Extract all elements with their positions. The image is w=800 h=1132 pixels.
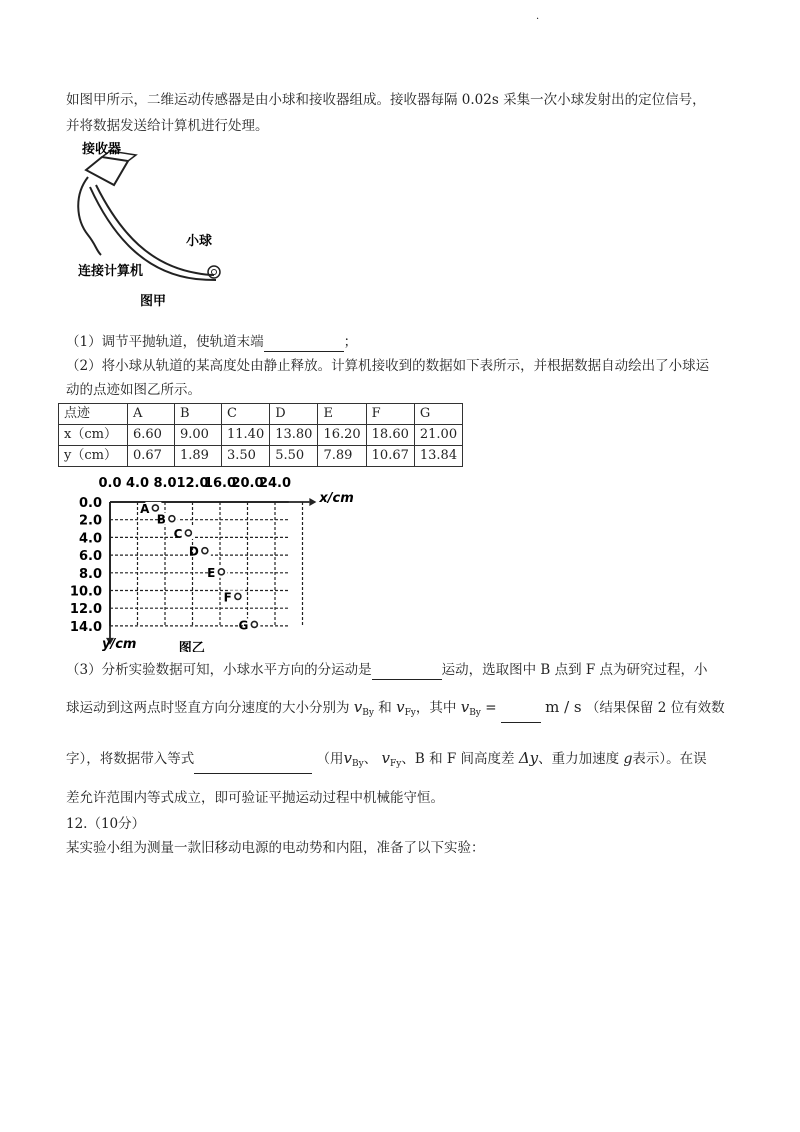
q12-text: 某实验小组为测量一款旧移动电源的电动势和内阻，准备了以下实验： [66, 840, 485, 856]
q3-and: 和 [378, 700, 392, 716]
x-tick-label: 24.0 [258, 476, 292, 491]
table-header-row [59, 404, 463, 425]
table-header-cell: A [128, 404, 175, 425]
trajectory-point [251, 621, 257, 627]
q1-suffix: ； [343, 334, 358, 350]
q1-prefix: （1）调节平抛轨道，使轨道末端 [66, 334, 264, 350]
figure-a [66, 135, 246, 315]
table-header-cell: B [175, 404, 222, 425]
table-cell: 11.40 [222, 425, 270, 446]
g-symbol: g [623, 751, 633, 767]
x-tick-label: 16.0 [203, 476, 237, 491]
y-tick-label: 8.0 [78, 566, 102, 582]
x-tick-label: 8.0 [153, 476, 177, 491]
q3-text-1b: 运动，选取图中 B 点到 F 点为研究过程，小 [441, 662, 708, 678]
track-outer [96, 185, 214, 275]
data-table [58, 403, 463, 467]
q3-text-3c: 、B 和 F 间高度差 [401, 751, 515, 767]
table-header-cell: D [270, 404, 318, 425]
q3-text-3d: 、重力加速度 [538, 751, 620, 767]
x-axis-arrow [309, 498, 316, 506]
q3-text-2a: 球运动到这两点时竖直方向分速度的大小分别为 [66, 700, 350, 716]
trajectory-point [218, 569, 224, 575]
y-tick-label: 2.0 [78, 513, 102, 529]
q3-line-3 [66, 748, 707, 774]
q1-blank[interactable] [264, 337, 344, 352]
point-label: F [223, 590, 232, 605]
q2-line-2: 动的点迹如图乙所示。 [66, 382, 201, 398]
q3-line-2 [66, 697, 725, 723]
v-by-symbol-2: $v_{By}$ [460, 698, 481, 718]
trajectory-point [185, 530, 191, 536]
q3-text-3a: 字），将数据带入等式 [66, 751, 195, 767]
trajectory-point [235, 593, 241, 599]
x-tick-label: 12.0 [176, 476, 209, 491]
table-row-label: x（cm） [59, 425, 128, 446]
trajectory-plot [66, 472, 366, 652]
figure-a-drawing [66, 135, 246, 315]
receiver-label: 接收器 [82, 142, 122, 157]
table-row-label: y（cm） [59, 446, 128, 467]
intro-line-2: 并将数据发送给计算机进行处理。 [66, 118, 269, 134]
table-row [59, 446, 463, 467]
ball-icon [208, 266, 220, 278]
table-header-cell: F [366, 404, 414, 425]
y-axis-label: y/cm [102, 636, 137, 652]
table-cell: 3.50 [222, 446, 270, 467]
figure-b-caption: 图乙 [178, 640, 205, 652]
v-fy-symbol: $v_{Fy}$ [396, 698, 416, 718]
table-cell: 5.50 [270, 446, 318, 467]
table-cell: 18.60 [366, 425, 414, 446]
point-label: B [156, 512, 166, 527]
figure-b [66, 472, 366, 652]
table-cell: 9.00 [175, 425, 222, 446]
q3-blank-vby[interactable] [501, 708, 541, 723]
x-axis-label: x/cm [319, 491, 354, 506]
computer-label: 连接计算机 [78, 264, 144, 279]
intro-line-1: 如图甲所示，二维运动传感器是由小球和接收器组成。接收器每隔 0.02s 采集一次小球发射出的定位信号， [66, 92, 706, 108]
x-tick-label: 20.0 [231, 476, 264, 491]
q3-text-1a: （3）分析实验数据可知，小球水平方向的分运动是 [66, 662, 372, 678]
point-label: G [238, 618, 249, 633]
x-tick-label: 4.0 [125, 476, 150, 491]
y-tick-label: 12.0 [69, 602, 102, 618]
v-by-symbol-3: $v_{By}$ [343, 749, 364, 769]
trajectory-point [169, 516, 175, 522]
y-tick-label: 6.0 [78, 549, 102, 565]
table-header-cell: G [414, 404, 462, 425]
header-mark: · [536, 14, 540, 25]
q3-text-3e: 表示）。在误 [632, 751, 707, 767]
q3-text-2mid: ，其中 [415, 700, 457, 716]
q3-eq: = [485, 700, 497, 716]
table-header-cell: 点迹 [59, 404, 128, 425]
table-cell: 21.00 [414, 425, 462, 446]
table-row [59, 425, 463, 446]
y-tick-label: 14.0 [69, 619, 102, 635]
table-cell: 6.60 [128, 425, 175, 446]
point-label: C [173, 526, 183, 541]
table-cell: 13.84 [414, 446, 462, 467]
ball-label: 小球 [186, 234, 213, 249]
y-tick-label: 0.0 [78, 496, 102, 511]
v-by-symbol: $v_{By}$ [353, 698, 374, 718]
v-fy-symbol-2: $v_{Fy}$ [381, 749, 402, 769]
table-cell: 7.89 [318, 446, 366, 467]
trajectory-point [202, 548, 208, 554]
q3-line-1 [66, 660, 708, 680]
table-cell: 1.89 [175, 446, 222, 467]
delta-y-symbol: Δy [518, 749, 539, 767]
y-tick-label: 4.0 [78, 531, 102, 547]
x-tick-label: 0.0 [98, 476, 122, 491]
receiver-shape [86, 157, 128, 185]
point-label: E [207, 565, 216, 580]
question-1 [66, 332, 357, 352]
q3-text-2end: （结果保留 2 位有效数 [585, 700, 725, 716]
q3-blank-equation[interactable] [194, 759, 312, 774]
point-label: D [188, 544, 199, 559]
q12-title: 12.（10分） [66, 816, 146, 832]
trajectory-point [152, 505, 158, 511]
table-cell: 16.20 [318, 425, 366, 446]
q3-line-4: 差允许范围内等式成立，即可验证平抛运动过程中机械能守恒。 [66, 790, 444, 806]
q2-line-1: （2）将小球从轨道的某高度处由静止释放。计算机接收到的数据如下表所示，并根据数据自动绘出了小球运 [66, 358, 710, 374]
table-header-cell: E [318, 404, 366, 425]
point-label: A [140, 501, 150, 516]
figure-a-caption: 图甲 [140, 294, 167, 309]
q3-blank-motion[interactable] [372, 665, 442, 680]
y-tick-label: 10.0 [69, 584, 102, 600]
table-header-cell: C [222, 404, 270, 425]
table-cell: 0.67 [128, 446, 175, 467]
table-cell: 13.80 [270, 425, 318, 446]
q3-unit: m / s [545, 698, 582, 716]
q3-sep: 、 [363, 751, 378, 767]
q3-text-3b: （用 [316, 751, 344, 767]
table-cell: 10.67 [366, 446, 414, 467]
